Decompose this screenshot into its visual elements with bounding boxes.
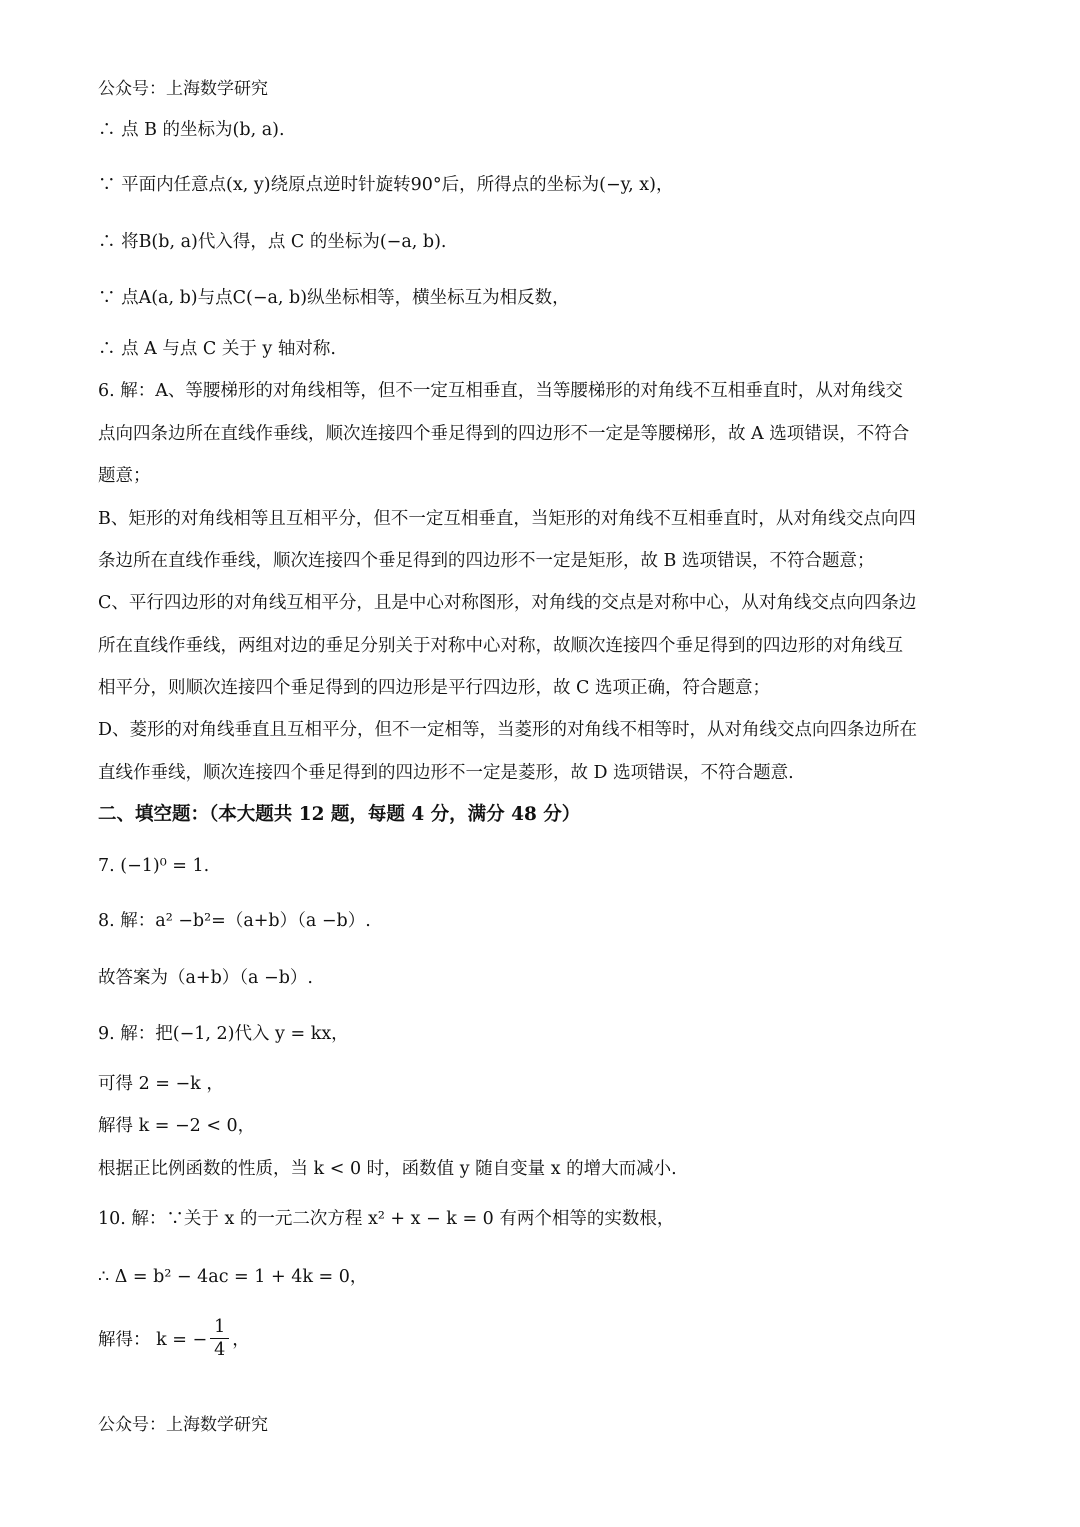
text-line: 10. 解：∵关于 x 的一元二次方程 x² + x − k = 0 有两个相等的实数根， — [98, 1209, 675, 1229]
section-title: 二、填空题：（本大题共 12 题，每题 4 分，满分 48 分） — [98, 804, 581, 825]
fraction-denominator: 4 — [214, 1340, 226, 1360]
text-line: B、矩形的对角线相等且互相平分，但不一定互相垂直，当矩形的对角线不互相垂直时，从对角线交点向四 — [98, 509, 916, 529]
fraction — [210, 1316, 229, 1361]
text-line: ∵ 平面内任意点(x, y)绕原点逆时针旋转90°后，所得点的坐标为(−y, x)， — [98, 175, 674, 195]
text-line: 直线作垂线，顺次连接四个垂足得到的四边形不一定是菱形，故 D 选项错误，不符合题意. — [98, 763, 794, 783]
text-line: D、菱形的对角线垂直且互相平分，但不一定相等，当菱形的对角线不相等时，从对角线交点向四条边所在 — [98, 720, 918, 740]
text-line: 可得 2 = −k ， — [98, 1074, 224, 1094]
text-line: 故答案为（a+b）（a −b）. — [98, 968, 313, 988]
fraction-numerator: 1 — [210, 1316, 229, 1339]
text-line: ∵ 点A(a, b)与点C(−a, b)纵坐标相等，横坐标互为相反数， — [98, 288, 570, 308]
text-line: 条边所在直线作垂线，顺次连接四个垂足得到的四边形不一定是矩形，故 B 选项错误，不符合题意； — [98, 551, 875, 571]
text-line: C、平行四边形的对角线互相平分，且是中心对称图形，对角线的交点是对称中心，从对角线交点向四条边 — [98, 593, 917, 613]
text-segment: ， — [232, 1330, 250, 1350]
text-line: 7. (−1)⁰ = 1. — [98, 856, 210, 876]
text-line: 9. 解：把(−1, 2)代入 y = kx， — [98, 1024, 349, 1044]
text-line: 6. 解：A、等腰梯形的对角线相等，但不一定互相垂直，当等腰梯形的对角线不互相垂直时，从对角线交 — [98, 381, 903, 401]
text-line: ∴ 点 A 与点 C 关于 y 轴对称. — [98, 339, 336, 359]
text-line-fraction — [98, 1318, 250, 1363]
text-line: 根据正比例函数的性质，当 k < 0 时，函数值 y 随自变量 x 的增大而减小. — [98, 1159, 677, 1179]
text-line: 点向四条边所在直线作垂线，顺次连接四个垂足得到的四边形不一定是等腰梯形，故 A 选项错误，不符合 — [98, 424, 910, 444]
text-line: 所在直线作垂线，两组对边的垂足分别关于对称中心对称，故顺次连接四个垂足得到的四边形的对角线互 — [98, 636, 903, 656]
text-line: 8. 解：a² −b²=（a+b）（a −b）. — [98, 911, 371, 931]
text-line: 题意； — [98, 466, 151, 486]
text-segment: 解得： k = − — [98, 1330, 208, 1350]
text-line: ∴ Δ = b² − 4ac = 1 + 4k = 0， — [98, 1267, 368, 1287]
text-line: ∴ 点 B 的坐标为(b, a). — [98, 120, 285, 140]
text-line: 相平分，则顺次连接四个垂足得到的四边形是平行四边形，故 C 选项正确，符合题意； — [98, 678, 771, 698]
text-line: 解得 k = −2 < 0， — [98, 1116, 256, 1136]
page-footer: 公众号：上海数学研究 — [98, 1415, 268, 1435]
text-line: ∴ 将B(b, a)代入得，点 C 的坐标为(−a, b). — [98, 232, 447, 252]
page-header: 公众号：上海数学研究 — [98, 79, 268, 99]
